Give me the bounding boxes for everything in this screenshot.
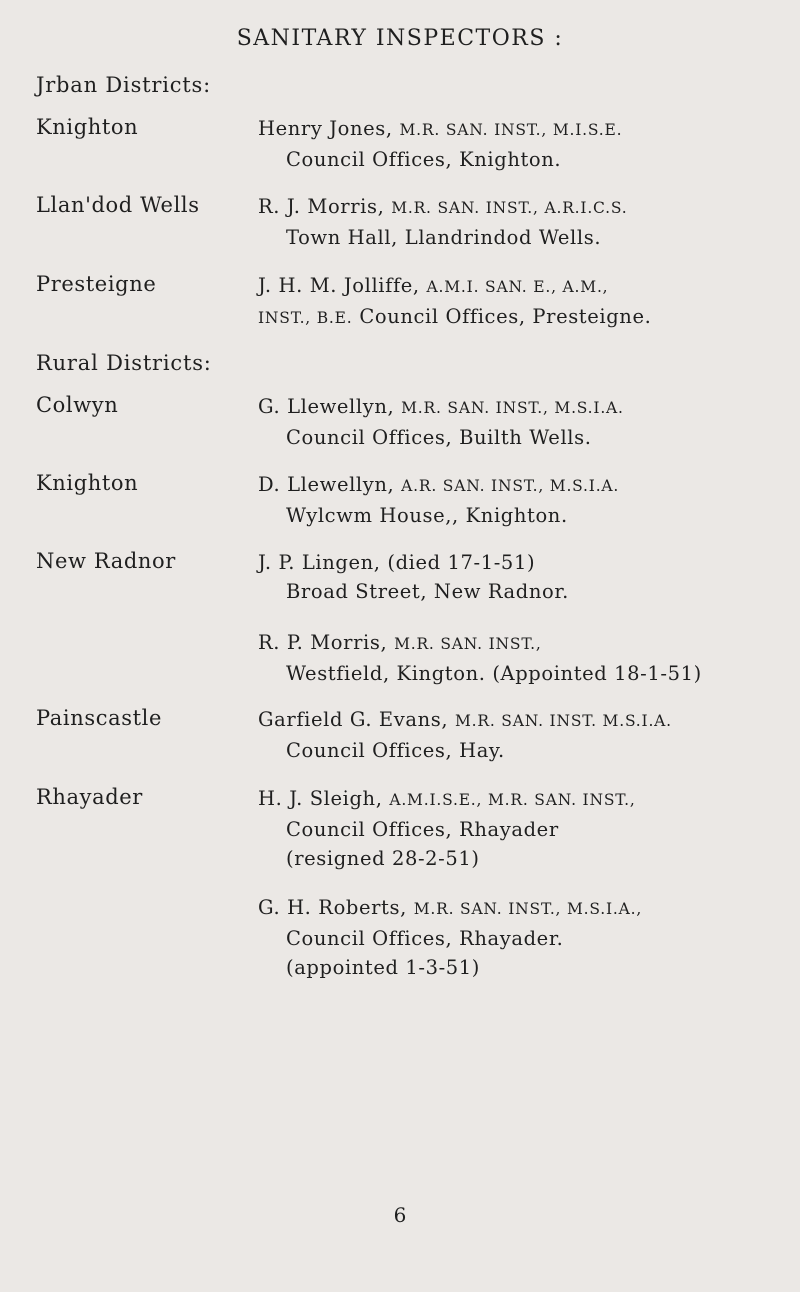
qualifications: M.R. SAN. INST. M.S.I.A.	[454, 712, 672, 730]
district-name: Painscastle	[36, 706, 162, 730]
qualifications-continued: INST., B.E.	[258, 309, 353, 327]
inspector-entry	[258, 705, 778, 765]
inspector-name: D. Llewellyn,	[258, 473, 395, 496]
inspector-entry	[258, 548, 778, 606]
qualifications: M.R. SAN. INST., M.I.S.E.	[399, 121, 623, 139]
district-name: Knighton	[36, 471, 139, 495]
inspector-name: Garfield G. Evans,	[258, 708, 449, 731]
qualifications: M.R. SAN. INST., M.S.I.A.,	[413, 900, 643, 918]
qualifications: A.M.I. SAN. E., A.M.,	[426, 278, 609, 296]
district-name: Presteigne	[36, 272, 157, 296]
address: Council Offices, Rhayader	[286, 818, 559, 841]
district-name: Knighton	[36, 115, 139, 139]
rural-districts-heading: Rural Districts:	[36, 351, 212, 375]
address: Council Offices, Presteigne.	[359, 305, 652, 328]
qualifications: A.M.I.S.E., M.R. SAN. INST.,	[389, 791, 636, 809]
inspector-entry	[258, 784, 778, 873]
qualifications: M.R. SAN. INST.,	[394, 635, 542, 653]
address: Council Offices, Rhayader.	[286, 927, 564, 950]
address: Broad Street, New Radnor.	[286, 580, 569, 603]
inspector-entry	[258, 893, 778, 982]
inspector-name-with-note: J. P. Lingen, (died 17-1-51)	[258, 551, 536, 574]
qualifications: M.R. SAN. INST., M.S.I.A.	[401, 399, 624, 417]
inspector-name: G. H. Roberts,	[258, 896, 407, 919]
address: Westfield, Kington. (Appointed 18-1-51)	[286, 662, 702, 685]
page-title: SANITARY INSPECTORS :	[236, 26, 564, 51]
address: Council Offices, Knighton.	[286, 148, 562, 171]
inspector-entry	[258, 392, 778, 452]
inspector-name: J. H. M. Jolliffe,	[258, 274, 420, 297]
address: Town Hall, Llandrindod Wells.	[286, 226, 602, 249]
urban-districts-heading: Jrban Districts:	[36, 73, 211, 97]
district-name: Rhayader	[36, 785, 143, 809]
address: Council Offices, Hay.	[286, 739, 505, 762]
inspector-entry	[258, 114, 778, 174]
district-name: New Radnor	[36, 549, 176, 573]
inspector-entry	[258, 470, 778, 530]
note: (resigned 28-2-51)	[286, 847, 480, 870]
inspector-name: Henry Jones,	[258, 117, 393, 140]
address: Wylcwm House,, Knighton.	[286, 504, 568, 527]
inspector-name: G. Llewellyn,	[258, 395, 395, 418]
district-name: Llan'dod Wells	[36, 193, 200, 217]
qualifications: M.R. SAN. INST., A.R.I.C.S.	[391, 199, 628, 217]
inspector-name: H. J. Sleigh,	[258, 787, 383, 810]
district-name: Colwyn	[36, 393, 119, 417]
inspector-entry	[258, 271, 778, 333]
inspector-entry	[258, 192, 778, 252]
qualifications: A.R. SAN. INST., M.S.I.A.	[401, 477, 620, 495]
inspector-entry	[258, 628, 778, 688]
inspector-name: R. P. Morris,	[258, 631, 388, 654]
inspector-name: R. J. Morris,	[258, 195, 385, 218]
address: Council Offices, Builth Wells.	[286, 426, 592, 449]
page-number: 6	[393, 1203, 407, 1227]
note: (appointed 1-3-51)	[286, 956, 481, 979]
